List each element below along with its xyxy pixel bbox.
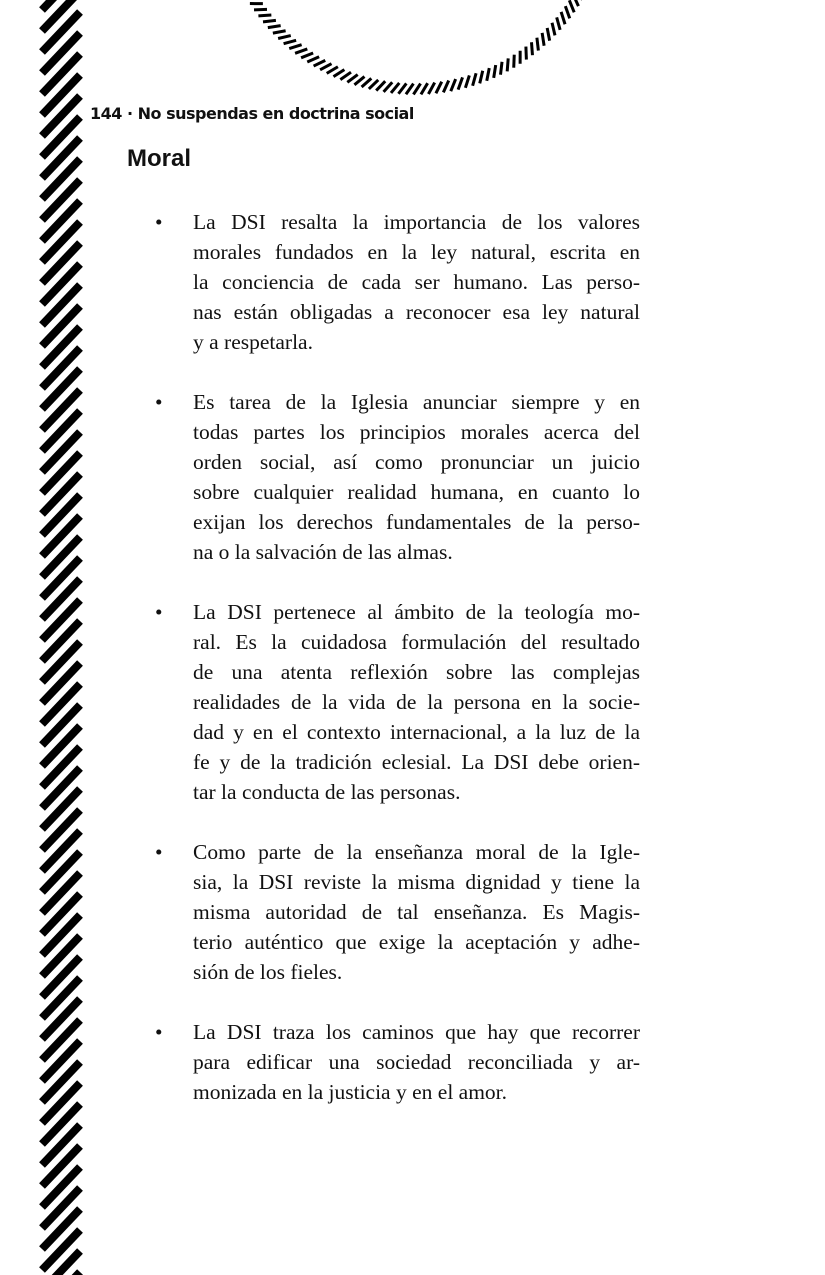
arc-hatch <box>565 6 569 18</box>
arc-hatch <box>494 65 496 78</box>
stripe <box>42 621 80 661</box>
stripe <box>42 789 80 829</box>
text-line: La DSI resalta la importancia de los valores <box>193 210 640 234</box>
list-item <box>155 207 640 357</box>
text-line: orden social, así como pronunciar un juicio <box>193 450 640 474</box>
stripe <box>42 369 80 409</box>
stripe <box>42 537 80 577</box>
section-title: Moral <box>127 145 192 172</box>
bullet-list <box>155 207 640 1137</box>
stripe <box>42 243 80 283</box>
text-line: de una atenta reflexión sobre las complejas <box>193 660 640 684</box>
stripe <box>42 222 80 262</box>
text-line: nas están obligadas a reconocer esa ley natural <box>193 300 640 324</box>
stripe <box>42 1062 80 1102</box>
stripe <box>42 1020 80 1060</box>
arc-hatch <box>507 58 508 71</box>
stripe <box>42 705 80 745</box>
text-line: dad y en el contexto internacional, a la luz de la <box>193 720 640 744</box>
arc-hatch <box>278 36 291 39</box>
text-line: para edificar una sociedad reconciliada y ar- <box>193 1050 640 1074</box>
bullet-icon: • <box>155 210 163 234</box>
text-line: la conciencia de cada ser humano. Las perso- <box>193 270 640 294</box>
stripe <box>42 1125 80 1165</box>
stripe <box>42 768 80 808</box>
arc-hatch <box>333 70 344 77</box>
stripe <box>42 474 80 514</box>
stripe <box>42 663 80 703</box>
arc-hatch <box>284 40 297 43</box>
arc-hatch <box>362 78 372 87</box>
arc-hatch <box>354 77 364 85</box>
arc-hatch <box>301 53 313 58</box>
stripe <box>42 831 80 871</box>
stripe <box>42 999 80 1039</box>
arc-hatch <box>263 20 276 21</box>
arc-hatch <box>398 83 406 93</box>
stripe <box>42 138 80 178</box>
stripe <box>42 936 80 976</box>
stripe <box>42 1209 80 1249</box>
text-line: sobre cualquier realidad humana, en cuanto lo <box>193 480 640 504</box>
text-line: realidades de la vida de la persona en la socie- <box>193 690 640 714</box>
stripe <box>42 873 80 913</box>
arc-hatch <box>347 75 357 83</box>
stripe <box>42 642 80 682</box>
bullet-icon: • <box>155 390 163 414</box>
arc-hatch <box>406 84 413 95</box>
arc-hatch <box>561 12 565 24</box>
stripe <box>42 978 80 1018</box>
stripe <box>42 180 80 220</box>
stripe <box>42 159 80 199</box>
stripe <box>42 957 80 997</box>
stripe <box>42 453 80 493</box>
text-line: na o la salvación de las almas. <box>193 540 453 564</box>
arc-hatch <box>314 60 326 66</box>
list-item <box>155 387 640 567</box>
stripe <box>42 579 80 619</box>
stripe <box>42 432 80 472</box>
arc-hatch <box>428 83 434 94</box>
text-line: La DSI pertenece al ámbito de la teología mo- <box>193 600 640 624</box>
stripe <box>42 285 80 325</box>
arc-hatch <box>542 33 544 46</box>
text-line: Es tarea de la Iglesia anunciar siempre y en <box>193 390 640 414</box>
text-line: terio auténtico que exige la aceptación y adhe- <box>193 930 640 954</box>
arc-hatch <box>547 28 549 41</box>
stripe <box>42 915 80 955</box>
stripe <box>42 1041 80 1081</box>
arc-hatch <box>501 62 503 75</box>
arc-hatch <box>531 42 532 55</box>
stripe <box>42 1083 80 1123</box>
arc-hatch <box>307 57 319 62</box>
list-item <box>155 1017 640 1107</box>
stripe <box>42 327 80 367</box>
arc-hatch <box>421 83 428 94</box>
stripe <box>42 390 80 430</box>
stripe <box>42 1230 80 1270</box>
stripe <box>42 1104 80 1144</box>
stripe <box>42 1188 80 1228</box>
text-line: todas partes los principios morales acerca del <box>193 420 640 444</box>
arc-hatch <box>258 15 271 16</box>
bullet-icon: • <box>155 600 163 624</box>
stripe <box>42 1146 80 1186</box>
stripe <box>42 495 80 535</box>
arc-hatch <box>458 77 462 89</box>
arc-hatch <box>480 71 483 84</box>
bullet-icon: • <box>155 1020 163 1044</box>
stripe <box>42 852 80 892</box>
arc-hatch <box>552 23 555 36</box>
arc-hatch <box>473 73 476 86</box>
text-line: fe y de la tradición eclesial. La DSI debe orien- <box>193 750 640 774</box>
text-line: misma autoridad de tal enseñanza. Es Magis- <box>193 900 640 924</box>
stripe <box>42 684 80 724</box>
text-line: sia, la DSI reviste la misma dignidad y tiene la <box>193 870 640 894</box>
list-item <box>155 597 640 807</box>
stripe <box>42 96 80 136</box>
arc-hatch <box>487 68 489 81</box>
arc-hatch <box>413 84 420 95</box>
stripe <box>42 726 80 766</box>
arc-hatch <box>268 26 281 28</box>
arc-hatch <box>436 82 442 94</box>
stripe <box>42 516 80 556</box>
text-line: Como parte de la enseñanza moral de la Igle- <box>193 840 640 864</box>
arc-hatch <box>320 64 331 70</box>
arc-hatch <box>573 0 578 6</box>
arc-hatch <box>451 79 456 91</box>
bullet-icon: • <box>155 840 163 864</box>
list-item <box>155 837 640 987</box>
arc-hatch <box>569 0 574 12</box>
arc-hatch <box>514 55 515 68</box>
stripe <box>42 894 80 934</box>
text-line: y a respetarla. <box>193 330 313 354</box>
stripe <box>42 264 80 304</box>
stripe <box>42 747 80 787</box>
arc-hatch <box>340 72 351 79</box>
text-line: La DSI traza los caminos que hay que recorrer <box>193 1020 640 1044</box>
running-head: 144 · No suspendas en doctrina social <box>90 104 414 123</box>
stripe <box>42 1167 80 1207</box>
stripe <box>42 348 80 388</box>
text-line: monizada en la justicia y en el amor. <box>193 1080 508 1104</box>
stripe <box>42 558 80 598</box>
text-line: ral. Es la cuidadosa formulación del resultado <box>193 630 640 654</box>
stripe <box>42 201 80 241</box>
arc-hatch <box>465 75 469 87</box>
stripe <box>42 810 80 850</box>
stripe <box>42 600 80 640</box>
stripe <box>42 411 80 451</box>
text-line: tar la conducta de las personas. <box>193 780 461 804</box>
arc-hatch <box>273 31 286 33</box>
arc-hatch <box>295 49 307 53</box>
decorative-stripe-border <box>38 0 84 1275</box>
arc-hatch <box>557 17 560 30</box>
arc-hatch <box>289 45 301 49</box>
stripe <box>42 306 80 346</box>
arc-hatch <box>537 38 538 51</box>
arc-hatch <box>327 67 338 74</box>
text-line: sión de los fieles. <box>193 960 343 984</box>
arc-hatch <box>443 81 448 93</box>
text-line: exijan los derechos fundamentales de la perso- <box>193 510 640 534</box>
stripe <box>42 117 80 157</box>
decorative-hatched-arc <box>0 0 825 100</box>
text-line: morales fundados en la ley natural, escrita en <box>193 240 640 264</box>
